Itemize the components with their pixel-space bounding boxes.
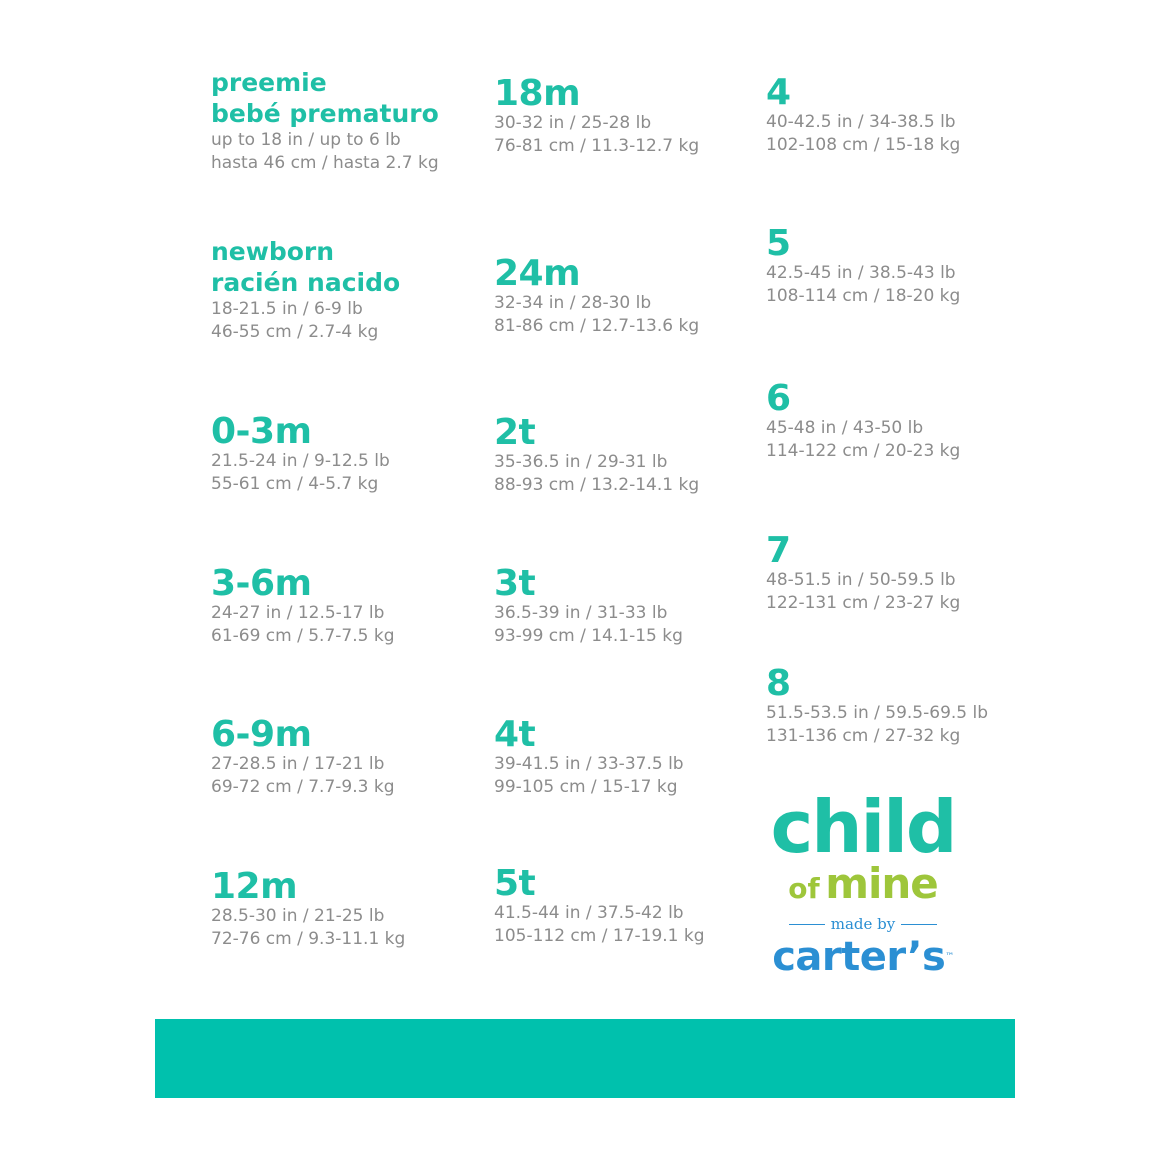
- size-imperial: 51.5-53.5 in / 59.5-69.5 lb: [766, 703, 989, 723]
- logo-made-by-text: made by: [830, 915, 896, 933]
- size-title: 6-9m: [211, 714, 312, 755]
- size-imperial: 40-42.5 in / 34-38.5 lb: [766, 112, 956, 132]
- size-imperial: 24-27 in / 12.5-17 lb: [211, 603, 385, 623]
- logo-carters: [768, 935, 958, 979]
- size-imperial: 21.5-24 in / 9-12.5 lb: [211, 451, 390, 471]
- logo-trademark: ™: [945, 952, 954, 962]
- size-imperial: 39-41.5 in / 33-37.5 lb: [494, 754, 684, 774]
- size-0-3m: [211, 411, 390, 495]
- footer-color-bar: [155, 1019, 1015, 1098]
- size-title: [211, 67, 439, 129]
- size-title: 8: [766, 663, 791, 704]
- size-metric: 46-55 cm / 2.7-4 kg: [211, 321, 379, 342]
- size-preemie: [211, 67, 439, 174]
- size-imperial: 35-36.5 in / 29-31 lb: [494, 452, 668, 472]
- size-title: 5t: [494, 863, 536, 904]
- size-metric: 102-108 cm / 15-18 kg: [766, 134, 961, 155]
- size-3t: [494, 563, 683, 647]
- size-24m: [494, 253, 700, 337]
- size-3-6m: [211, 563, 395, 647]
- size-imperial: 27-28.5 in / 17-21 lb: [211, 754, 385, 774]
- size-title-es: bebé prematuro: [211, 99, 439, 128]
- size-title: 4t: [494, 714, 536, 755]
- size-title-en: preemie: [211, 68, 327, 97]
- size-title: 2t: [494, 412, 536, 453]
- size-7: [766, 530, 961, 614]
- size-title: 4: [766, 72, 791, 113]
- size-metric: 72-76 cm / 9.3-11.1 kg: [211, 928, 406, 949]
- size-title: 6: [766, 378, 791, 419]
- logo-rule-left: [789, 924, 825, 925]
- size-metric: 114-122 cm / 20-23 kg: [766, 440, 961, 461]
- child-of-mine-logo: [768, 785, 958, 980]
- size-5t: [494, 863, 705, 947]
- size-imperial: up to 18 in / up to 6 lb: [211, 130, 401, 150]
- size-metric: 55-61 cm / 4-5.7 kg: [211, 473, 379, 494]
- size-metric: 61-69 cm / 5.7-7.5 kg: [211, 625, 395, 646]
- size-metric: 81-86 cm / 12.7-13.6 kg: [494, 315, 700, 336]
- size-title: 3t: [494, 563, 536, 604]
- size-imperial: 28.5-30 in / 21-25 lb: [211, 906, 385, 926]
- size-metric: hasta 46 cm / hasta 2.7 kg: [211, 152, 439, 173]
- size-4: [766, 72, 961, 156]
- size-title: 18m: [494, 73, 581, 114]
- size-newborn: [211, 236, 400, 343]
- logo-of-mine: [768, 859, 958, 913]
- size-imperial: 45-48 in / 43-50 lb: [766, 418, 924, 438]
- logo-child-text: child: [770, 785, 956, 869]
- size-title: 12m: [211, 866, 298, 907]
- size-4t: [494, 714, 684, 798]
- logo-rule-right: [901, 924, 937, 925]
- size-imperial: 48-51.5 in / 50-59.5 lb: [766, 570, 956, 590]
- size-title: 3-6m: [211, 563, 312, 604]
- size-18m: [494, 73, 700, 157]
- size-6: [766, 378, 961, 462]
- size-metric: 122-131 cm / 23-27 kg: [766, 592, 961, 613]
- size-metric: 69-72 cm / 7.7-9.3 kg: [211, 776, 395, 797]
- logo-mine-text: mine: [825, 859, 938, 908]
- size-imperial: 42.5-45 in / 38.5-43 lb: [766, 263, 956, 283]
- size-title-en: newborn: [211, 237, 335, 266]
- size-imperial: 41.5-44 in / 37.5-42 lb: [494, 903, 684, 923]
- size-title: 5: [766, 223, 791, 264]
- size-5: [766, 223, 961, 307]
- size-metric: 99-105 cm / 15-17 kg: [494, 776, 678, 797]
- size-metric: 76-81 cm / 11.3-12.7 kg: [494, 135, 700, 156]
- size-title: 0-3m: [211, 411, 312, 452]
- size-2t: [494, 412, 700, 496]
- size-metric: 131-136 cm / 27-32 kg: [766, 725, 961, 746]
- size-imperial: 18-21.5 in / 6-9 lb: [211, 299, 363, 319]
- size-6-9m: [211, 714, 395, 798]
- size-title: 24m: [494, 253, 581, 294]
- size-metric: 105-112 cm / 17-19.1 kg: [494, 925, 705, 946]
- size-metric: 88-93 cm / 13.2-14.1 kg: [494, 474, 700, 495]
- size-metric: 93-99 cm / 14.1-15 kg: [494, 625, 683, 646]
- size-imperial: 36.5-39 in / 31-33 lb: [494, 603, 668, 623]
- size-title: 7: [766, 530, 791, 571]
- logo-made-by: [768, 913, 958, 935]
- size-12m: [211, 866, 406, 950]
- size-imperial: 30-32 in / 25-28 lb: [494, 113, 652, 133]
- logo-of-text: of: [788, 872, 820, 905]
- size-title: [211, 236, 400, 298]
- size-metric: 108-114 cm / 18-20 kg: [766, 285, 961, 306]
- logo-carters-text: carter’s: [772, 934, 946, 980]
- size-title-es: racién nacido: [211, 268, 401, 297]
- size-8: [766, 663, 989, 747]
- size-imperial: 32-34 in / 28-30 lb: [494, 293, 652, 313]
